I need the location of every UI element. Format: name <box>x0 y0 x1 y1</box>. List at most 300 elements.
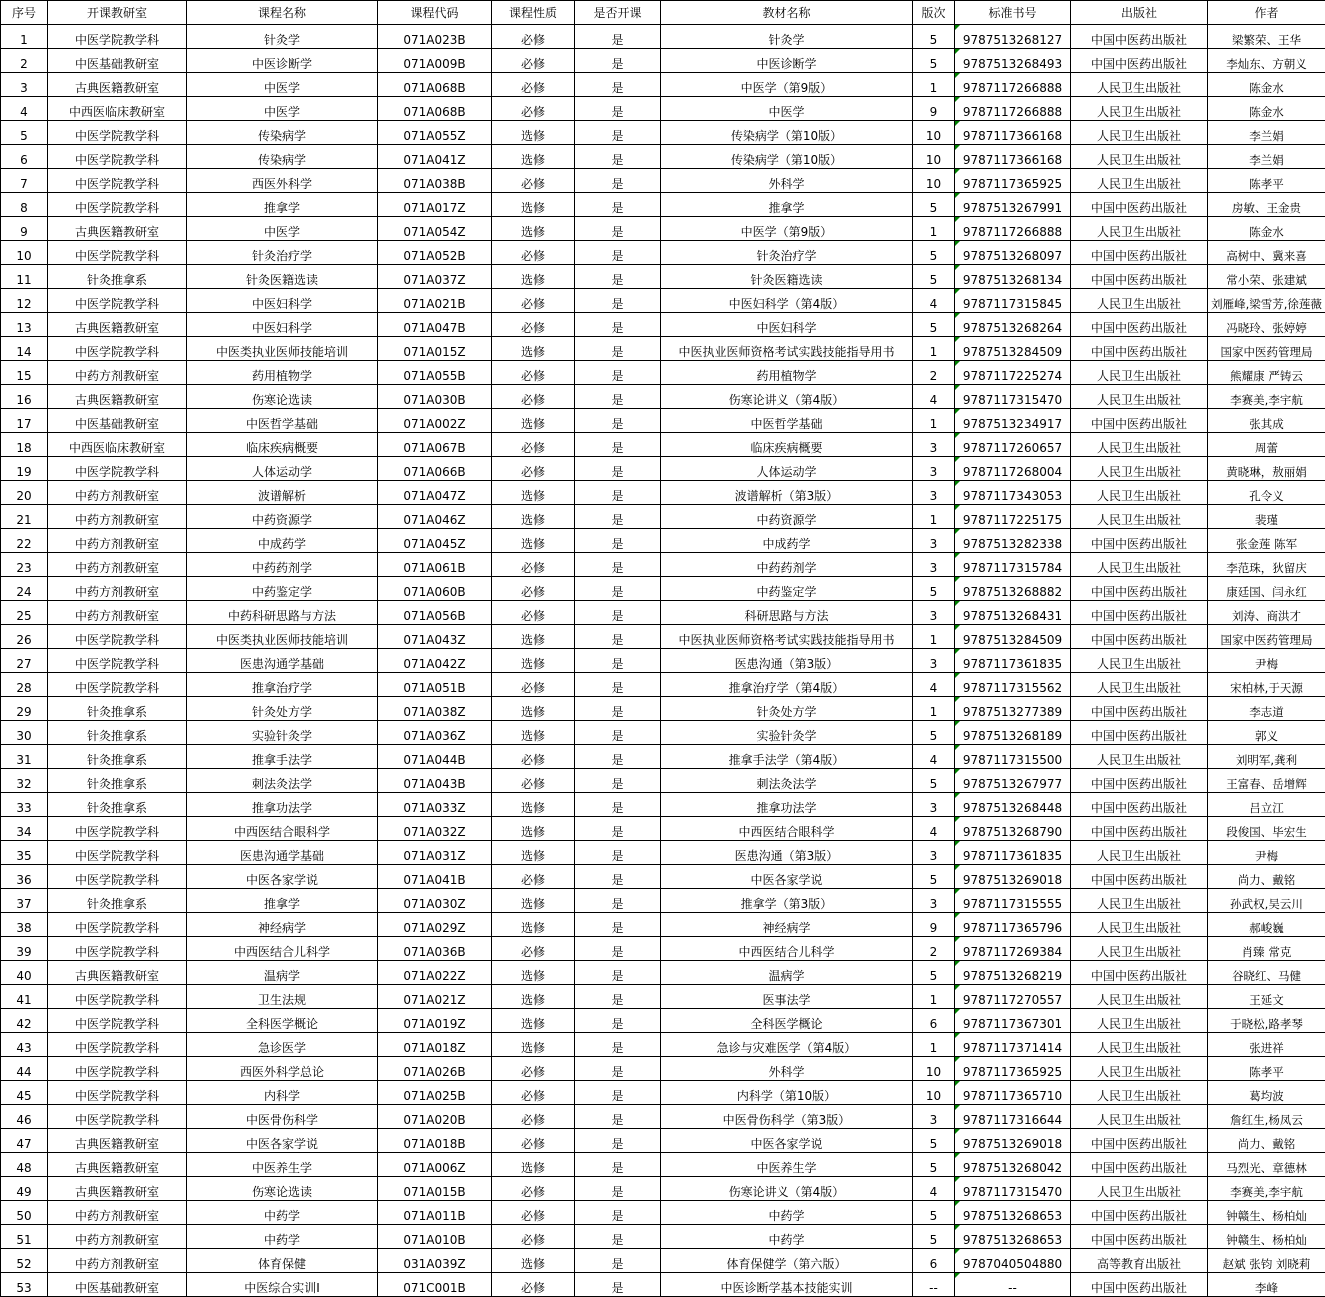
cell-edition[interactable]: 5 <box>913 865 955 889</box>
cell-isbn[interactable]: 9787117266888 <box>955 217 1071 241</box>
cell-offered[interactable]: 是 <box>575 409 661 433</box>
cell-course-name[interactable]: 中医各家学说 <box>187 1129 378 1153</box>
cell-course-name[interactable]: 中医学 <box>187 217 378 241</box>
cell-publisher[interactable]: 人民卫生出版社 <box>1071 745 1208 769</box>
cell-seq[interactable]: 4 <box>1 97 48 121</box>
cell-offered[interactable]: 是 <box>575 889 661 913</box>
cell-course-name[interactable]: 推拿功法学 <box>187 793 378 817</box>
cell-publisher[interactable]: 中国中医药出版社 <box>1071 409 1208 433</box>
cell-isbn[interactable]: 9787117270557 <box>955 985 1071 1009</box>
cell-seq[interactable]: 15 <box>1 361 48 385</box>
cell-textbook[interactable]: 中医学（第9版） <box>661 217 913 241</box>
cell-edition[interactable]: 1 <box>913 505 955 529</box>
cell-isbn[interactable]: 9787513268653 <box>955 1225 1071 1249</box>
cell-course-name[interactable]: 神经病学 <box>187 913 378 937</box>
cell-course-name[interactable]: 伤寒论选读 <box>187 385 378 409</box>
cell-publisher[interactable]: 中国中医药出版社 <box>1071 577 1208 601</box>
cell-department[interactable]: 中西医临床教研室 <box>48 433 187 457</box>
cell-edition[interactable]: 4 <box>913 673 955 697</box>
cell-course-code[interactable]: 071A066B <box>378 457 492 481</box>
cell-edition[interactable]: 1 <box>913 625 955 649</box>
cell-author[interactable]: 李范珠，狄留庆 <box>1208 553 1325 577</box>
cell-offered[interactable]: 是 <box>575 121 661 145</box>
cell-edition[interactable]: 2 <box>913 937 955 961</box>
cell-course-code[interactable]: 071A006Z <box>378 1153 492 1177</box>
cell-seq[interactable]: 10 <box>1 241 48 265</box>
cell-textbook[interactable]: 推拿治疗学（第4版） <box>661 673 913 697</box>
cell-isbn[interactable]: 9787117315500 <box>955 745 1071 769</box>
cell-edition[interactable]: 5 <box>913 577 955 601</box>
cell-course-type[interactable]: 必修 <box>492 1129 575 1153</box>
cell-seq[interactable]: 21 <box>1 505 48 529</box>
cell-author[interactable]: 陈金水 <box>1208 97 1325 121</box>
cell-offered[interactable]: 是 <box>575 73 661 97</box>
cell-publisher[interactable]: 中国中医药出版社 <box>1071 313 1208 337</box>
cell-textbook[interactable]: 中药药剂学 <box>661 553 913 577</box>
cell-department[interactable]: 中医基础教研室 <box>48 409 187 433</box>
cell-course-type[interactable]: 选修 <box>492 337 575 361</box>
cell-edition[interactable]: 5 <box>913 193 955 217</box>
cell-seq[interactable]: 26 <box>1 625 48 649</box>
cell-isbn[interactable]: 9787117266888 <box>955 73 1071 97</box>
cell-department[interactable]: 中医学院教学科 <box>48 937 187 961</box>
cell-course-code[interactable]: 071A032Z <box>378 817 492 841</box>
cell-edition[interactable]: 5 <box>913 1129 955 1153</box>
cell-edition[interactable]: 3 <box>913 649 955 673</box>
cell-department[interactable]: 针灸推拿系 <box>48 745 187 769</box>
cell-author[interactable]: 郭义 <box>1208 721 1325 745</box>
cell-course-type[interactable]: 必修 <box>492 1273 575 1297</box>
cell-textbook[interactable]: 医患沟通（第3版） <box>661 841 913 865</box>
cell-offered[interactable]: 是 <box>575 961 661 985</box>
cell-course-code[interactable]: 071A055B <box>378 361 492 385</box>
cell-isbn[interactable]: 9787513284509 <box>955 625 1071 649</box>
cell-edition[interactable]: 3 <box>913 889 955 913</box>
cell-offered[interactable]: 是 <box>575 697 661 721</box>
cell-isbn[interactable]: 9787513268097 <box>955 241 1071 265</box>
cell-edition[interactable]: 4 <box>913 289 955 313</box>
cell-publisher[interactable]: 中国中医药出版社 <box>1071 1153 1208 1177</box>
cell-course-name[interactable]: 药用植物学 <box>187 361 378 385</box>
cell-offered[interactable]: 是 <box>575 313 661 337</box>
cell-seq[interactable]: 3 <box>1 73 48 97</box>
cell-author[interactable]: 钟赣生、杨柏灿 <box>1208 1225 1325 1249</box>
cell-department[interactable]: 中药方剂教研室 <box>48 361 187 385</box>
cell-course-name[interactable]: 卫生法规 <box>187 985 378 1009</box>
col-header-seq[interactable]: 序号 <box>1 1 48 25</box>
cell-publisher[interactable]: 人民卫生出版社 <box>1071 433 1208 457</box>
cell-course-type[interactable]: 必修 <box>492 1201 575 1225</box>
cell-course-type[interactable]: 必修 <box>492 673 575 697</box>
cell-seq[interactable]: 42 <box>1 1009 48 1033</box>
cell-publisher[interactable]: 人民卫生出版社 <box>1071 841 1208 865</box>
cell-isbn[interactable]: 9787117365796 <box>955 913 1071 937</box>
cell-seq[interactable]: 8 <box>1 193 48 217</box>
cell-course-code[interactable]: 071A015B <box>378 1177 492 1201</box>
cell-seq[interactable]: 43 <box>1 1033 48 1057</box>
cell-seq[interactable]: 47 <box>1 1129 48 1153</box>
cell-course-code[interactable]: 031A039Z <box>378 1249 492 1273</box>
cell-textbook[interactable]: 外科学 <box>661 1057 913 1081</box>
cell-offered[interactable]: 是 <box>575 721 661 745</box>
cell-offered[interactable]: 是 <box>575 241 661 265</box>
cell-publisher[interactable]: 人民卫生出版社 <box>1071 145 1208 169</box>
cell-department[interactable]: 针灸推拿系 <box>48 769 187 793</box>
cell-author[interactable]: 李赛美,李宇航 <box>1208 385 1325 409</box>
cell-course-name[interactable]: 针灸学 <box>187 25 378 49</box>
cell-course-code[interactable]: 071A015Z <box>378 337 492 361</box>
cell-course-name[interactable]: 中医骨伤科学 <box>187 1105 378 1129</box>
cell-seq[interactable]: 1 <box>1 25 48 49</box>
cell-textbook[interactable]: 推拿手法学（第4版） <box>661 745 913 769</box>
cell-isbn[interactable]: 9787513268189 <box>955 721 1071 745</box>
cell-isbn[interactable]: 9787117365925 <box>955 169 1071 193</box>
cell-publisher[interactable]: 人民卫生出版社 <box>1071 889 1208 913</box>
cell-course-name[interactable]: 西医外科学 <box>187 169 378 193</box>
cell-offered[interactable]: 是 <box>575 817 661 841</box>
cell-edition[interactable]: 3 <box>913 1105 955 1129</box>
cell-department[interactable]: 中医学院教学科 <box>48 1057 187 1081</box>
cell-textbook[interactable]: 中药学 <box>661 1225 913 1249</box>
cell-textbook[interactable]: 针灸处方学 <box>661 697 913 721</box>
cell-isbn[interactable]: 9787513268431 <box>955 601 1071 625</box>
cell-edition[interactable]: 1 <box>913 985 955 1009</box>
cell-textbook[interactable]: 中医各家学说 <box>661 865 913 889</box>
cell-course-code[interactable]: 071A041Z <box>378 145 492 169</box>
cell-edition[interactable]: 1 <box>913 1033 955 1057</box>
cell-department[interactable]: 中医学院教学科 <box>48 457 187 481</box>
cell-isbn[interactable]: 9787117315555 <box>955 889 1071 913</box>
cell-course-code[interactable]: 071A038Z <box>378 697 492 721</box>
cell-edition[interactable]: 3 <box>913 457 955 481</box>
cell-publisher[interactable]: 人民卫生出版社 <box>1071 1033 1208 1057</box>
cell-textbook[interactable]: 中药鉴定学 <box>661 577 913 601</box>
cell-course-name[interactable]: 中药科研思路与方法 <box>187 601 378 625</box>
cell-author[interactable]: 周蕾 <box>1208 433 1325 457</box>
cell-isbn[interactable]: 9787117225175 <box>955 505 1071 529</box>
cell-course-name[interactable]: 西医外科学总论 <box>187 1057 378 1081</box>
cell-author[interactable]: 刘雁峰,梁雪芳,徐莲薇 <box>1208 289 1325 313</box>
cell-textbook[interactable]: 内科学（第10版） <box>661 1081 913 1105</box>
cell-course-type[interactable]: 必修 <box>492 289 575 313</box>
cell-isbn[interactable]: 9787117260657 <box>955 433 1071 457</box>
cell-course-code[interactable]: 071A026B <box>378 1057 492 1081</box>
cell-isbn[interactable]: 9787117366168 <box>955 145 1071 169</box>
cell-course-name[interactable]: 中药学 <box>187 1225 378 1249</box>
cell-department[interactable]: 中医学院教学科 <box>48 649 187 673</box>
cell-publisher[interactable]: 中国中医药出版社 <box>1071 241 1208 265</box>
cell-textbook[interactable]: 外科学 <box>661 169 913 193</box>
cell-course-code[interactable]: 071A045Z <box>378 529 492 553</box>
cell-course-code[interactable]: 071A037Z <box>378 265 492 289</box>
cell-department[interactable]: 中医学院教学科 <box>48 913 187 937</box>
cell-textbook[interactable]: 中医妇科学（第4版） <box>661 289 913 313</box>
cell-course-type[interactable]: 选修 <box>492 1153 575 1177</box>
cell-seq[interactable]: 17 <box>1 409 48 433</box>
cell-offered[interactable]: 是 <box>575 577 661 601</box>
cell-offered[interactable]: 是 <box>575 337 661 361</box>
cell-seq[interactable]: 28 <box>1 673 48 697</box>
cell-seq[interactable]: 18 <box>1 433 48 457</box>
cell-isbn[interactable]: 9787117316644 <box>955 1105 1071 1129</box>
cell-course-type[interactable]: 必修 <box>492 1105 575 1129</box>
cell-course-name[interactable]: 体育保健 <box>187 1249 378 1273</box>
cell-course-name[interactable]: 全科医学概论 <box>187 1009 378 1033</box>
cell-course-code[interactable]: 071A068B <box>378 73 492 97</box>
cell-seq[interactable]: 51 <box>1 1225 48 1249</box>
cell-course-type[interactable]: 选修 <box>492 505 575 529</box>
cell-department[interactable]: 古典医籍教研室 <box>48 1153 187 1177</box>
cell-department[interactable]: 古典医籍教研室 <box>48 73 187 97</box>
cell-offered[interactable]: 是 <box>575 649 661 673</box>
cell-publisher[interactable]: 中国中医药出版社 <box>1071 721 1208 745</box>
cell-seq[interactable]: 7 <box>1 169 48 193</box>
cell-edition[interactable]: 5 <box>913 1225 955 1249</box>
cell-isbn[interactable]: 9787117315470 <box>955 1177 1071 1201</box>
cell-offered[interactable]: 是 <box>575 481 661 505</box>
cell-author[interactable]: 陈金水 <box>1208 217 1325 241</box>
cell-offered[interactable]: 是 <box>575 1129 661 1153</box>
col-header-author[interactable]: 作者 <box>1208 1 1325 25</box>
cell-publisher[interactable]: 中国中医药出版社 <box>1071 337 1208 361</box>
cell-course-code[interactable]: 071A017Z <box>378 193 492 217</box>
col-header-textbook[interactable]: 教材名称 <box>661 1 913 25</box>
cell-course-code[interactable]: 071A043Z <box>378 625 492 649</box>
cell-seq[interactable]: 22 <box>1 529 48 553</box>
cell-seq[interactable]: 29 <box>1 697 48 721</box>
cell-textbook[interactable]: 中西医结合眼科学 <box>661 817 913 841</box>
cell-department[interactable]: 针灸推拿系 <box>48 697 187 721</box>
cell-edition[interactable]: 10 <box>913 145 955 169</box>
cell-course-name[interactable]: 中西医结合眼科学 <box>187 817 378 841</box>
cell-publisher[interactable]: 中国中医药出版社 <box>1071 1273 1208 1297</box>
cell-department[interactable]: 中医学院教学科 <box>48 985 187 1009</box>
cell-department[interactable]: 中医学院教学科 <box>48 841 187 865</box>
cell-author[interactable]: 孙武权,吴云川 <box>1208 889 1325 913</box>
cell-department[interactable]: 中医学院教学科 <box>48 145 187 169</box>
cell-author[interactable]: 郝峻巍 <box>1208 913 1325 937</box>
cell-publisher[interactable]: 中国中医药出版社 <box>1071 193 1208 217</box>
cell-textbook[interactable]: 中医妇科学 <box>661 313 913 337</box>
cell-isbn[interactable]: 9787513268493 <box>955 49 1071 73</box>
cell-author[interactable]: 陈孝平 <box>1208 1057 1325 1081</box>
cell-course-type[interactable]: 选修 <box>492 841 575 865</box>
cell-isbn[interactable]: 9787117367301 <box>955 1009 1071 1033</box>
cell-textbook[interactable]: 中医执业医师资格考试实践技能指导用书 <box>661 337 913 361</box>
cell-course-code[interactable]: 071A018Z <box>378 1033 492 1057</box>
cell-course-name[interactable]: 推拿手法学 <box>187 745 378 769</box>
cell-isbn[interactable]: 9787513267991 <box>955 193 1071 217</box>
cell-isbn[interactable]: 9787117365925 <box>955 1057 1071 1081</box>
cell-course-code[interactable]: 071A036B <box>378 937 492 961</box>
cell-publisher[interactable]: 中国中医药出版社 <box>1071 817 1208 841</box>
cell-isbn[interactable]: 9787513268882 <box>955 577 1071 601</box>
cell-offered[interactable]: 是 <box>575 25 661 49</box>
cell-course-type[interactable]: 必修 <box>492 1177 575 1201</box>
cell-course-name[interactable]: 中医学 <box>187 73 378 97</box>
cell-course-type[interactable]: 必修 <box>492 553 575 577</box>
cell-course-type[interactable]: 必修 <box>492 313 575 337</box>
cell-course-code[interactable]: 071A067B <box>378 433 492 457</box>
cell-textbook[interactable]: 中西医结合儿科学 <box>661 937 913 961</box>
cell-course-name[interactable]: 中医诊断学 <box>187 49 378 73</box>
cell-offered[interactable]: 是 <box>575 1105 661 1129</box>
cell-offered[interactable]: 是 <box>575 1201 661 1225</box>
cell-author[interactable]: 詹红生,杨凤云 <box>1208 1105 1325 1129</box>
cell-course-code[interactable]: 071A056B <box>378 601 492 625</box>
cell-author[interactable]: 高树中、冀来喜 <box>1208 241 1325 265</box>
cell-course-name[interactable]: 伤寒论选读 <box>187 1177 378 1201</box>
cell-isbn[interactable]: 9787117315562 <box>955 673 1071 697</box>
cell-offered[interactable]: 是 <box>575 673 661 697</box>
cell-author[interactable]: 常小荣、张建斌 <box>1208 265 1325 289</box>
cell-author[interactable]: 房敏、王金贵 <box>1208 193 1325 217</box>
cell-course-code[interactable]: 071A068B <box>378 97 492 121</box>
cell-course-type[interactable]: 选修 <box>492 649 575 673</box>
cell-course-name[interactable]: 中成药学 <box>187 529 378 553</box>
cell-course-type[interactable]: 选修 <box>492 721 575 745</box>
cell-author[interactable]: 孔令义 <box>1208 481 1325 505</box>
cell-course-type[interactable]: 选修 <box>492 1009 575 1033</box>
cell-author[interactable]: 张金莲 陈军 <box>1208 529 1325 553</box>
col-header-publisher[interactable]: 出版社 <box>1071 1 1208 25</box>
cell-isbn[interactable]: 9787513268042 <box>955 1153 1071 1177</box>
cell-course-type[interactable]: 必修 <box>492 769 575 793</box>
cell-seq[interactable]: 27 <box>1 649 48 673</box>
cell-seq[interactable]: 46 <box>1 1105 48 1129</box>
cell-author[interactable]: 裴瑾 <box>1208 505 1325 529</box>
cell-department[interactable]: 中医学院教学科 <box>48 241 187 265</box>
cell-department[interactable]: 针灸推拿系 <box>48 265 187 289</box>
cell-author[interactable]: 张其成 <box>1208 409 1325 433</box>
cell-isbn[interactable]: 9787513268127 <box>955 25 1071 49</box>
cell-offered[interactable]: 是 <box>575 865 661 889</box>
cell-offered[interactable]: 是 <box>575 433 661 457</box>
cell-course-code[interactable]: 071A031Z <box>378 841 492 865</box>
cell-offered[interactable]: 是 <box>575 385 661 409</box>
cell-author[interactable]: 尚力、戴铭 <box>1208 865 1325 889</box>
cell-course-type[interactable]: 必修 <box>492 1081 575 1105</box>
cell-course-type[interactable]: 必修 <box>492 433 575 457</box>
cell-offered[interactable]: 是 <box>575 505 661 529</box>
cell-course-type[interactable]: 选修 <box>492 1033 575 1057</box>
cell-course-name[interactable]: 推拿学 <box>187 193 378 217</box>
cell-publisher[interactable]: 人民卫生出版社 <box>1071 913 1208 937</box>
cell-publisher[interactable]: 人民卫生出版社 <box>1071 1105 1208 1129</box>
cell-department[interactable]: 针灸推拿系 <box>48 793 187 817</box>
cell-offered[interactable]: 是 <box>575 1273 661 1297</box>
cell-course-code[interactable]: 071A030B <box>378 385 492 409</box>
cell-offered[interactable]: 是 <box>575 265 661 289</box>
cell-course-type[interactable]: 必修 <box>492 73 575 97</box>
cell-course-name[interactable]: 推拿学 <box>187 889 378 913</box>
cell-course-code[interactable]: 071A047B <box>378 313 492 337</box>
cell-department[interactable]: 古典医籍教研室 <box>48 961 187 985</box>
cell-course-type[interactable]: 选修 <box>492 793 575 817</box>
cell-isbn[interactable]: 9787513284509 <box>955 337 1071 361</box>
cell-course-type[interactable]: 选修 <box>492 409 575 433</box>
cell-department[interactable]: 古典医籍教研室 <box>48 313 187 337</box>
cell-course-name[interactable]: 实验针灸学 <box>187 721 378 745</box>
cell-isbn[interactable]: 9787117269384 <box>955 937 1071 961</box>
cell-seq[interactable]: 24 <box>1 577 48 601</box>
cell-department[interactable]: 中医学院教学科 <box>48 1009 187 1033</box>
cell-textbook[interactable]: 推拿学（第3版） <box>661 889 913 913</box>
cell-course-code[interactable]: 071A038B <box>378 169 492 193</box>
cell-course-name[interactable]: 中医类执业医师技能培训 <box>187 625 378 649</box>
cell-offered[interactable]: 是 <box>575 769 661 793</box>
cell-department[interactable]: 古典医籍教研室 <box>48 1177 187 1201</box>
cell-isbn[interactable]: 9787513269018 <box>955 865 1071 889</box>
cell-department[interactable]: 中医学院教学科 <box>48 625 187 649</box>
cell-course-name[interactable]: 人体运动学 <box>187 457 378 481</box>
cell-course-type[interactable]: 必修 <box>492 457 575 481</box>
cell-edition[interactable]: 5 <box>913 313 955 337</box>
cell-textbook[interactable]: 中医学 <box>661 97 913 121</box>
cell-edition[interactable]: 5 <box>913 769 955 793</box>
cell-course-code[interactable]: 071A054Z <box>378 217 492 241</box>
cell-seq[interactable]: 41 <box>1 985 48 1009</box>
cell-textbook[interactable]: 中药资源学 <box>661 505 913 529</box>
cell-course-code[interactable]: 071A046Z <box>378 505 492 529</box>
cell-course-type[interactable]: 选修 <box>492 529 575 553</box>
cell-course-code[interactable]: 071A002Z <box>378 409 492 433</box>
cell-author[interactable]: 宋柏林,于天源 <box>1208 673 1325 697</box>
cell-textbook[interactable]: 中医骨伤科学（第3版） <box>661 1105 913 1129</box>
cell-textbook[interactable]: 科研思路与方法 <box>661 601 913 625</box>
cell-course-name[interactable]: 内科学 <box>187 1081 378 1105</box>
cell-isbn[interactable]: 9787117315845 <box>955 289 1071 313</box>
cell-author[interactable]: 李赛美,李宇航 <box>1208 1177 1325 1201</box>
cell-course-code[interactable]: 071A021B <box>378 289 492 313</box>
cell-isbn[interactable]: 9787117365710 <box>955 1081 1071 1105</box>
cell-edition[interactable]: 5 <box>913 961 955 985</box>
cell-edition[interactable]: 5 <box>913 265 955 289</box>
cell-publisher[interactable]: 中国中医药出版社 <box>1071 793 1208 817</box>
cell-author[interactable]: 李兰娟 <box>1208 121 1325 145</box>
cell-course-type[interactable]: 必修 <box>492 97 575 121</box>
cell-edition[interactable]: 5 <box>913 49 955 73</box>
cell-offered[interactable]: 是 <box>575 1225 661 1249</box>
cell-author[interactable]: 马烈光、章德林 <box>1208 1153 1325 1177</box>
cell-publisher[interactable]: 中国中医药出版社 <box>1071 769 1208 793</box>
cell-textbook[interactable]: 针灸医籍选读 <box>661 265 913 289</box>
cell-course-code[interactable]: 071A052B <box>378 241 492 265</box>
cell-course-name[interactable]: 中医综合实训Ⅰ <box>187 1273 378 1297</box>
cell-edition[interactable]: 5 <box>913 241 955 265</box>
cell-edition[interactable]: 4 <box>913 745 955 769</box>
cell-seq[interactable]: 53 <box>1 1273 48 1297</box>
cell-offered[interactable]: 是 <box>575 169 661 193</box>
cell-edition[interactable]: 3 <box>913 601 955 625</box>
col-header-course-type[interactable]: 课程性质 <box>492 1 575 25</box>
cell-department[interactable]: 中医学院教学科 <box>48 193 187 217</box>
cell-course-code[interactable]: 071A023B <box>378 25 492 49</box>
cell-author[interactable]: 王延文 <box>1208 985 1325 1009</box>
cell-seq[interactable]: 38 <box>1 913 48 937</box>
cell-course-name[interactable]: 中医各家学说 <box>187 865 378 889</box>
cell-seq[interactable]: 33 <box>1 793 48 817</box>
cell-department[interactable]: 中药方剂教研室 <box>48 1249 187 1273</box>
cell-textbook[interactable]: 人体运动学 <box>661 457 913 481</box>
cell-publisher[interactable]: 中国中医药出版社 <box>1071 865 1208 889</box>
cell-course-name[interactable]: 急诊医学 <box>187 1033 378 1057</box>
cell-course-name[interactable]: 针灸治疗学 <box>187 241 378 265</box>
cell-course-type[interactable]: 必修 <box>492 865 575 889</box>
cell-department[interactable]: 中医学院教学科 <box>48 121 187 145</box>
cell-isbn[interactable]: 9787117343053 <box>955 481 1071 505</box>
cell-course-code[interactable]: 071A010B <box>378 1225 492 1249</box>
